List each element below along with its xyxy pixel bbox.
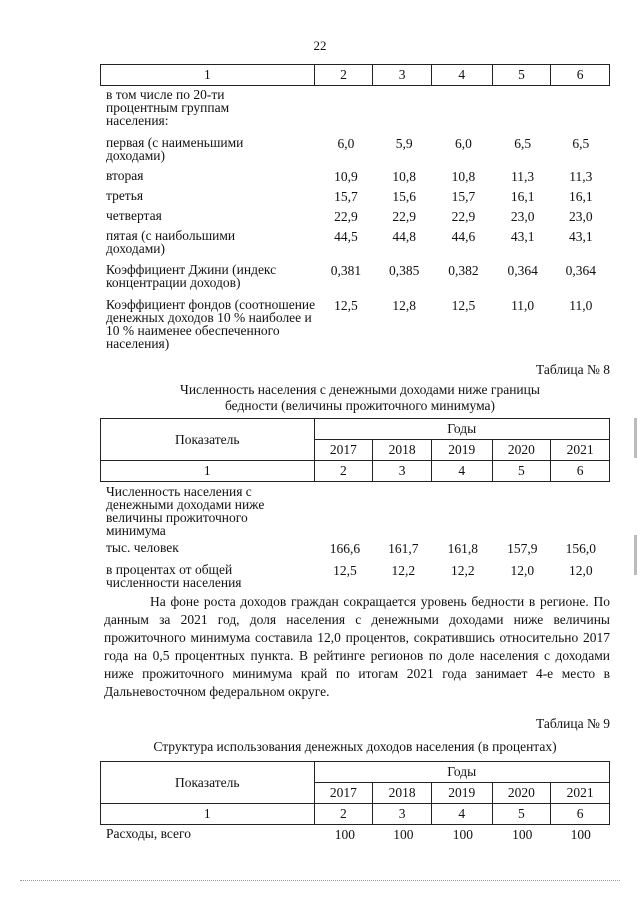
cell: 0,382 <box>448 263 479 278</box>
col-year: 2021 <box>551 440 610 461</box>
col-number: 4 <box>431 65 492 86</box>
cell: 10,8 <box>392 169 416 184</box>
col-number: 6 <box>551 461 610 482</box>
col-year: 2021 <box>551 783 610 804</box>
cell: 43,1 <box>510 229 535 244</box>
table-intro: в том числе по 20-ти процентным группам населения: <box>106 87 230 128</box>
col-number: 3 <box>373 65 432 86</box>
cell: 10,8 <box>451 169 476 184</box>
col-year: 2019 <box>431 440 492 461</box>
cell: 44,5 <box>334 229 358 244</box>
cell: 15,7 <box>334 189 358 204</box>
cell: 23,0 <box>510 209 535 224</box>
cell: 16,1 <box>569 189 593 204</box>
cell: 12,0 <box>510 563 535 578</box>
col-year: 2020 <box>492 440 551 461</box>
cell: 15,6 <box>392 189 416 204</box>
col-number: 3 <box>373 804 432 825</box>
top-table-header <box>100 64 610 86</box>
table9-header <box>100 761 610 825</box>
cell: 5,9 <box>395 136 413 151</box>
col-number: 2 <box>314 65 373 86</box>
cell: 12,5 <box>334 298 358 313</box>
cell: 161,8 <box>447 541 479 556</box>
col-number: 2 <box>314 461 373 482</box>
cell: 100 <box>393 827 414 842</box>
cell: 6,5 <box>514 136 532 151</box>
col-indicator: Показатель <box>101 419 315 461</box>
cell: 12,2 <box>451 563 475 578</box>
row-label: вторая <box>106 168 144 183</box>
col-number: 6 <box>551 804 610 825</box>
cell: 11,0 <box>569 298 593 313</box>
col-years: Годы <box>314 762 609 783</box>
col-year: 2020 <box>492 783 551 804</box>
cell: 15,7 <box>451 189 476 204</box>
cell: 44,6 <box>451 229 476 244</box>
scan-edge-mark <box>634 535 637 575</box>
col-indicator: Показатель <box>101 762 315 804</box>
page-number: 22 <box>313 38 327 53</box>
col-year: 2018 <box>373 440 432 461</box>
row-label: в процентах от общей численности населения <box>106 562 242 590</box>
cell: 157,9 <box>507 541 538 556</box>
table8-caption: Таблица № 8 <box>536 362 610 377</box>
cell: 22,9 <box>392 209 416 224</box>
row-label: Коэффициент Джини (индекс концентрации доходов) <box>106 262 277 290</box>
col-year: 2017 <box>314 783 373 804</box>
col-number: 3 <box>373 461 432 482</box>
cell: 11,0 <box>511 298 535 313</box>
cell: 44,8 <box>392 229 416 244</box>
cell: 16,1 <box>510 189 535 204</box>
cell: 23,0 <box>569 209 593 224</box>
cell: 12,5 <box>451 298 476 313</box>
col-years: Годы <box>314 419 609 440</box>
col-number: 1 <box>101 461 315 482</box>
table8-intro: Численность населения с денежными доходами ниже величины прожиточного минимума <box>106 484 265 538</box>
row-label: пятая (с наибольшими доходами) <box>106 228 236 256</box>
cell: 11,3 <box>569 169 593 184</box>
cell: 100 <box>452 827 473 842</box>
table8-body <box>100 541 610 593</box>
col-year: 2018 <box>373 783 432 804</box>
table9-title: Структура использования денежных доходов населения (в процентах) <box>153 739 557 754</box>
body-paragraph: На фоне роста доходов граждан сокращается уровень бедности в регионе. По данным за 2021 год, доля населения с денежными доходами ниже величины прожиточного минимума составила 12,0 процентов, сократившись относительно 2017 года на 0,5 процентных пункта. В рейтинге регионов по доле населения с доходами ниже прожиточного минимума край по итогам 2021 года занимает 4-е место в Дальневосточном федеральном округе. <box>104 594 610 699</box>
table8-title: Численность населения с денежными доходами ниже границы бедности (величины прожиточного минимума) <box>180 382 540 413</box>
col-year: 2017 <box>314 440 373 461</box>
row-label: третья <box>106 188 144 203</box>
cell: 6,0 <box>337 136 355 151</box>
cell: 100 <box>334 827 356 842</box>
row-label: Коэффициент фондов (соотношение денежных доходов 10 % наиболее и 10 % наименее обеспеченного населения) <box>106 297 316 351</box>
cell: 100 <box>512 827 533 842</box>
col-number: 5 <box>492 65 551 86</box>
cell: 0,364 <box>565 263 597 278</box>
cell: 156,0 <box>565 541 596 556</box>
table9-caption: Таблица № 9 <box>536 716 610 731</box>
row-label: Расходы, всего <box>106 826 191 841</box>
col-number: 5 <box>492 461 551 482</box>
cell: 161,7 <box>388 541 419 556</box>
cell: 43,1 <box>569 229 593 244</box>
row-label: четвертая <box>106 208 162 223</box>
top-table-body <box>100 136 610 368</box>
col-number: 5 <box>492 804 551 825</box>
scan-bottom-dotted-line <box>20 880 620 881</box>
cell: 12,5 <box>333 563 357 578</box>
cell: 11,3 <box>511 169 535 184</box>
table9-body <box>100 827 610 847</box>
cell: 22,9 <box>451 209 476 224</box>
cell: 0,385 <box>388 263 420 278</box>
col-number: 1 <box>101 804 315 825</box>
cell: 0,381 <box>330 263 362 278</box>
row-label: первая (с наименьшими доходами) <box>106 135 244 163</box>
cell: 12,0 <box>568 563 593 578</box>
col-number: 4 <box>431 461 492 482</box>
cell: 6,5 <box>572 136 590 151</box>
col-number: 2 <box>314 804 373 825</box>
scan-edge-mark <box>634 418 637 458</box>
row-label: тыс. человек <box>106 540 179 555</box>
col-number: 4 <box>431 804 492 825</box>
cell: 12,2 <box>391 563 416 578</box>
cell: 100 <box>570 827 591 842</box>
col-year: 2019 <box>431 783 492 804</box>
cell: 10,9 <box>334 169 358 184</box>
col-number: 6 <box>551 65 610 86</box>
cell: 6,0 <box>454 136 472 151</box>
cell: 12,8 <box>392 298 416 313</box>
table8-header <box>100 418 610 482</box>
cell: 0,364 <box>507 263 538 278</box>
cell: 166,6 <box>329 541 361 556</box>
cell: 22,9 <box>334 209 358 224</box>
col-number: 1 <box>101 65 315 86</box>
